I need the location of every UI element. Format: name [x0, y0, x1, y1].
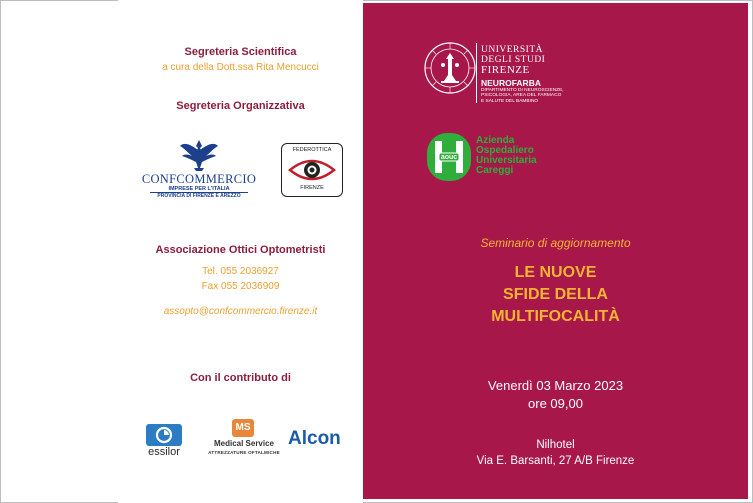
medical-service-sub: ATTREZZATURE OFTALMICHE [208, 450, 280, 455]
medical-service-badge: MS [232, 419, 254, 437]
event-time: ore 09,00 [528, 396, 583, 411]
university-name: UNIVERSITÀ DEGLI STUDI FIRENZE [481, 45, 546, 76]
federottica-bottom: FIRENZE [300, 185, 324, 191]
essilor-logo [142, 424, 186, 460]
venue-name: Nilhotel [536, 439, 575, 451]
event-title: LE NUOVE SFIDE DELLA MULTIFOCALITÀ [491, 264, 620, 325]
email-link[interactable]: assopto@confcommercio.firenze.it [163, 306, 318, 317]
segreteria-scientifica: Segreteria Scientifica [184, 46, 297, 58]
seminario-label: Seminario di aggiornamento [480, 236, 631, 250]
federottica-top: FEDEROTTICA [292, 147, 332, 153]
university-seal-icon [423, 41, 477, 95]
essilor-text: essilor [148, 446, 180, 458]
tel-text: Tel. 055 2036927 [202, 266, 279, 277]
left-panel [118, 0, 363, 503]
contributo-text: Con il contributo di [190, 372, 291, 384]
associazione-title: Associazione Ottici Optometristi [155, 244, 326, 256]
aouc-name: Azienda Ospedaliero Universitaria Careggi [476, 135, 537, 176]
aouc-badge: aouc [440, 154, 458, 161]
right-panel [363, 3, 748, 499]
eye-icon [288, 156, 336, 184]
neurofarba-title: NEUROFARBA [481, 78, 541, 88]
alcon-logo: Alcon [288, 428, 341, 449]
neurofarba-subtitle: DIPARTIMENTO DI NEUROSCIENZE, PSICOLOGIA, AREA DEL FARMACO E SALUTE DEL BAMBINO [481, 88, 564, 104]
medical-service-name: Medical Service [213, 439, 275, 448]
confcommercio-tagline: IMPRESE PER L'ITALIA [150, 186, 248, 193]
confcommercio-province: PROVINCIA DI FIRENZE E AREZZO [157, 193, 241, 199]
confcommercio-logo [140, 136, 258, 200]
eagle-icon [140, 136, 258, 172]
confcommercio-name: CONFCOMMERCIO [141, 172, 257, 186]
a-cura-text: a cura della Dott.ssa Rita Mencucci [162, 62, 319, 73]
federottica-logo [281, 143, 343, 197]
essilor-mark-icon [146, 424, 182, 446]
fax-text: Fax 055 2036909 [201, 281, 280, 292]
medical-service-logo [204, 419, 284, 463]
event-date: Venerdì 03 Marzo 2023 [487, 378, 624, 393]
university-divider [476, 43, 477, 103]
segreteria-organizzativa: Segreteria Organizzativa [176, 100, 305, 112]
venue-address: Via E. Barsanti, 27 A/B Firenze [476, 455, 635, 467]
